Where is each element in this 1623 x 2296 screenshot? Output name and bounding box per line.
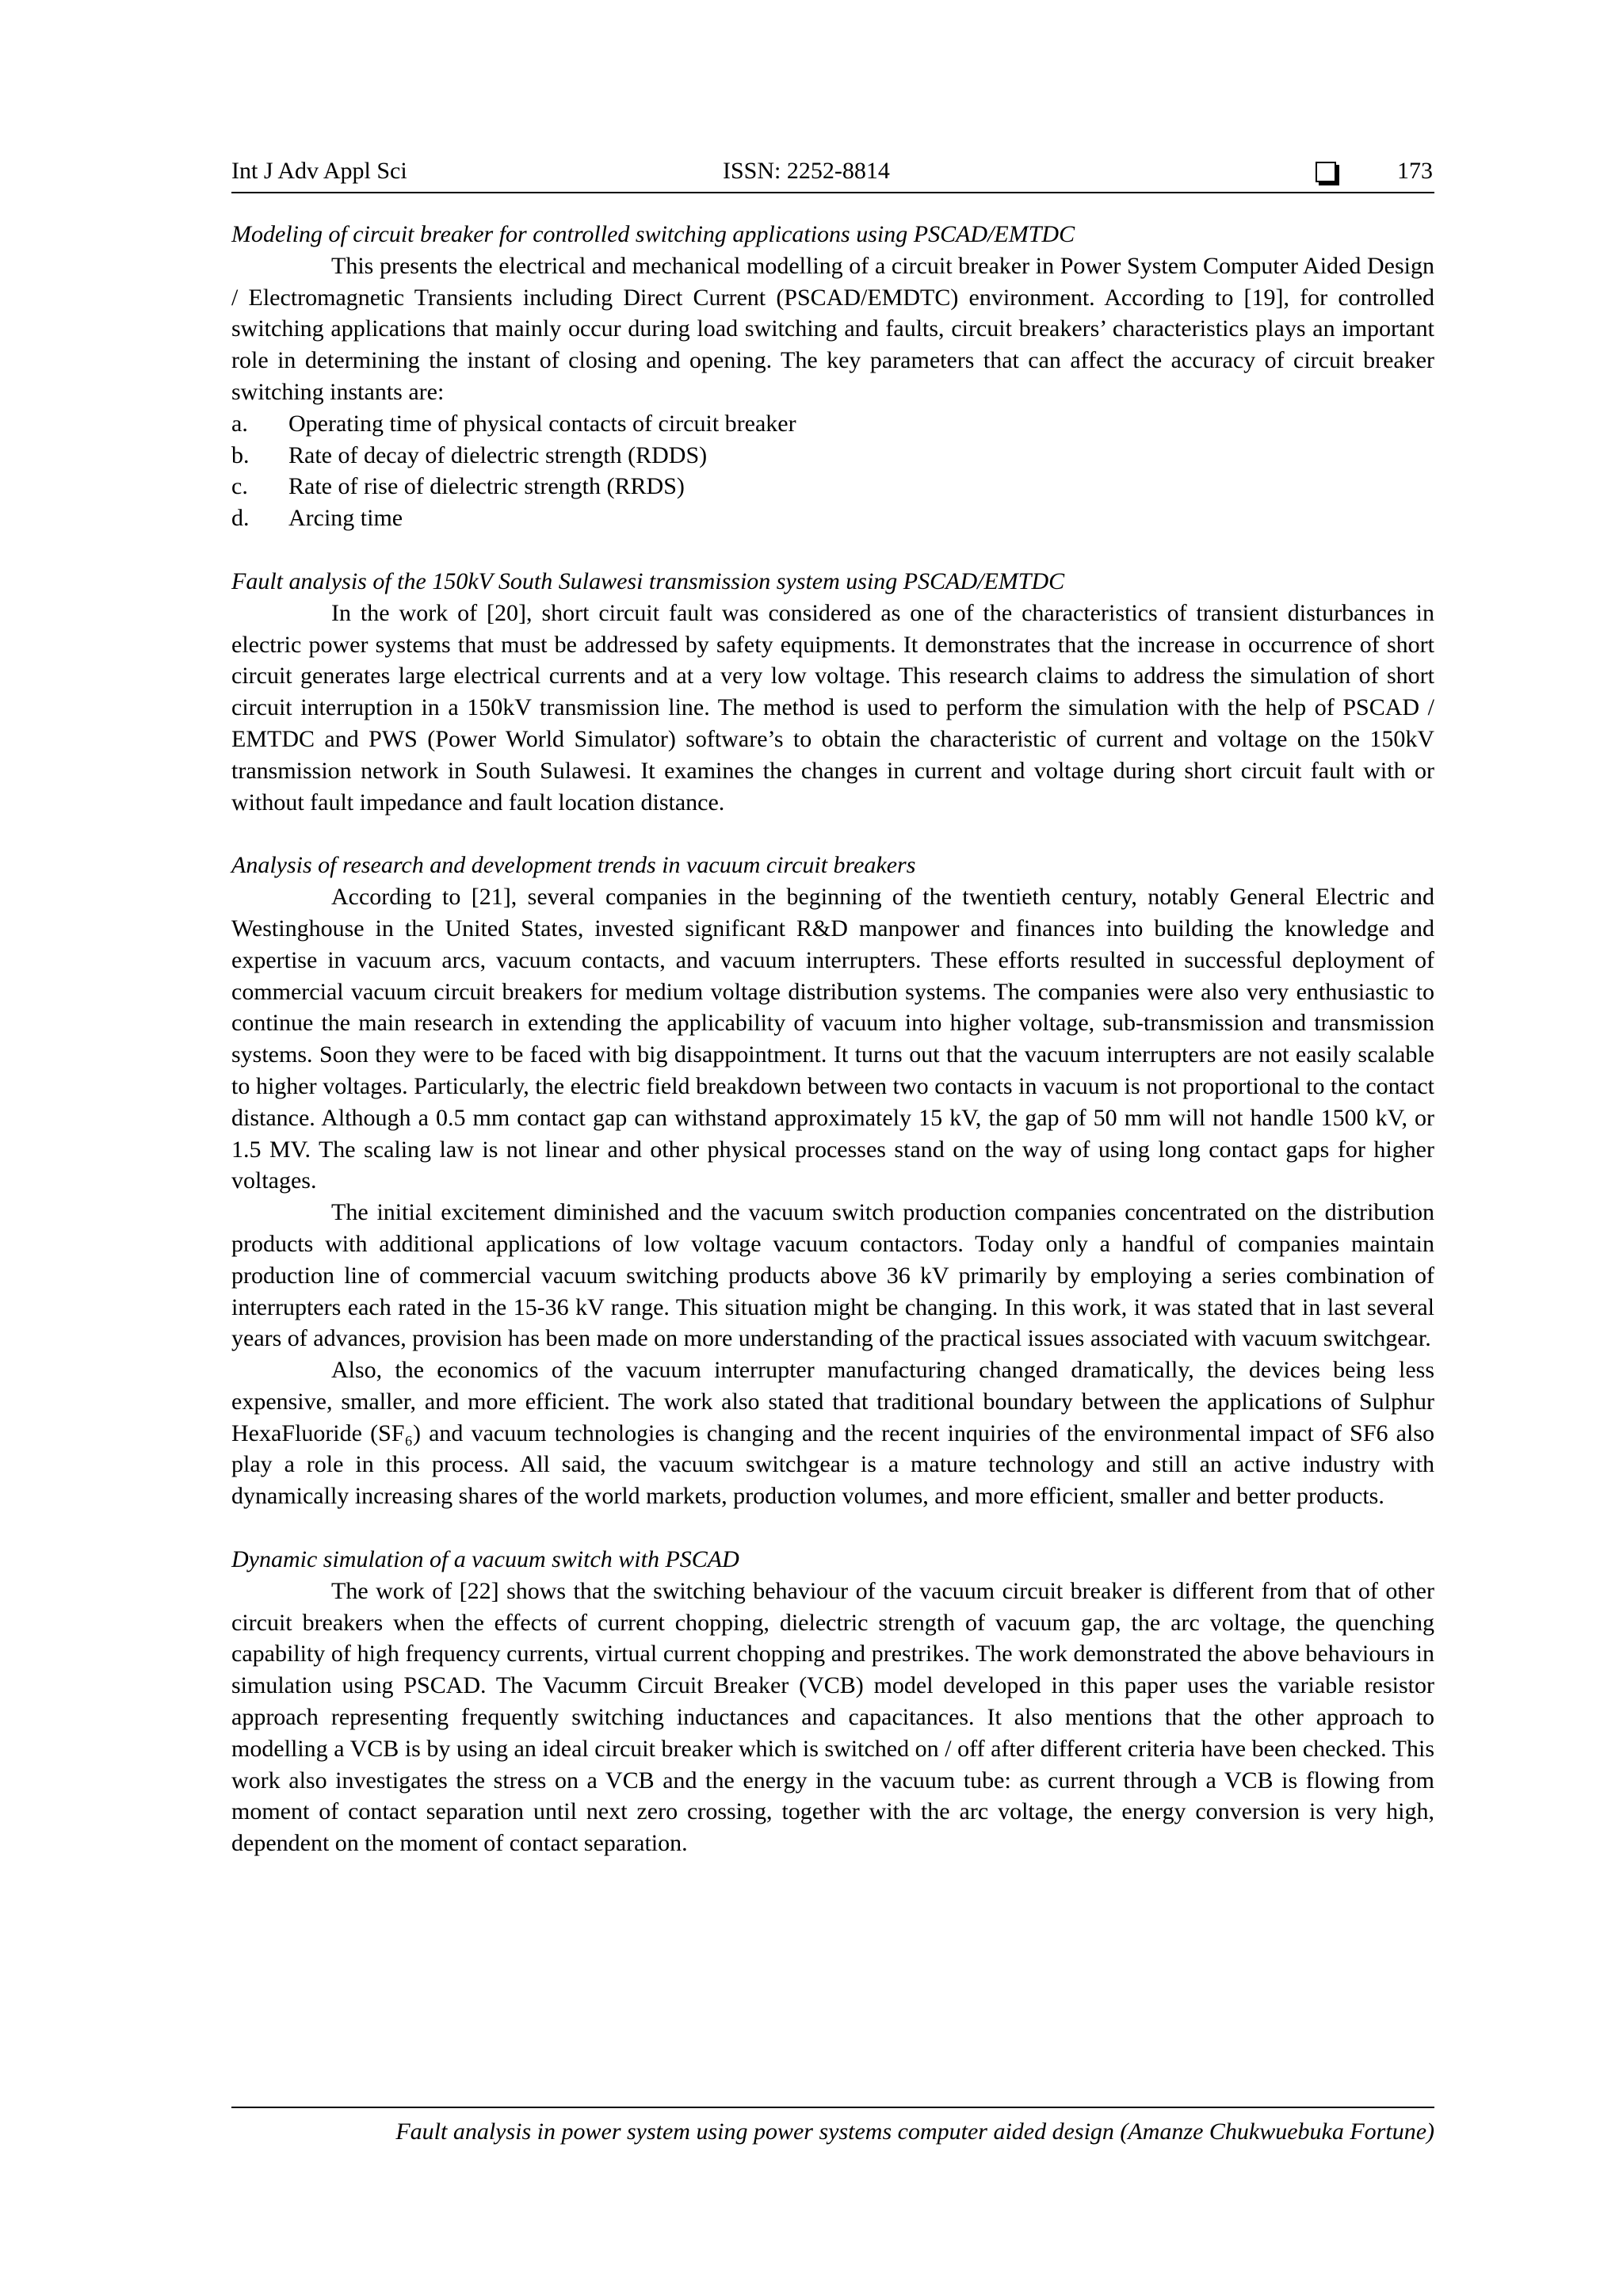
list-item bbox=[231, 408, 1434, 440]
list-item bbox=[231, 502, 1434, 534]
page-footer bbox=[231, 2107, 1434, 2148]
section-heading: Dynamic simulation of a vacuum switch with PSCAD bbox=[231, 1546, 739, 1573]
paragraph: In the work of [20], short circuit fault was considered as one of the characteristics of transient disturbances in electric power systems that must be addressed by safety equipments. It demonstrates that the increase in occurrence of short circuit generates large electrical currents and at a very low voltage. This research claims to address the simulation of short circuit interruption in a 150kV transmission line. The method is used to perform the simulation with the help of PSCAD / EMTDC and PWS (Power World Simulator) software’s to obtain the characteristic of current and voltage on the 150kV transmission network in South Sulawesi. It examines the changes in current and voltage during short circuit fault with or without fault impedance and fault location distance. bbox=[231, 599, 1434, 816]
page-header bbox=[231, 155, 1434, 193]
body-text bbox=[231, 219, 1434, 1859]
section-heading: Fault analysis of the 150kV South Sulawesi transmission system using PSCAD/EMTDC bbox=[231, 567, 1065, 594]
list-item-text: Rate of decay of dielectric strength (RDDS) bbox=[288, 441, 708, 468]
list-marker: b. bbox=[231, 441, 250, 468]
page-number: 173 bbox=[1397, 158, 1433, 184]
list-item-text: Rate of rise of dielectric strength (RRDS) bbox=[288, 473, 685, 500]
paragraph: The work of [22] shows that the switching behaviour of the vacuum circuit breaker is different from that of other circuit breakers when the effects of current chopping, dielectric strength of vacuum gap, the arc voltage, the quenching capability of high frequency currents, virtual current chopping and prestrikes. The work demonstrated the above behaviours in simulation using PSCAD. The Vacumm Circuit Breaker (VCB) model developed in this paper uses the variable resistor approach representing frequently switching inductances and capacitances. It also mentions that the other approach to modelling a VCB is by using an ideal circuit breaker which is switched on / off after different criteria have been checked. This work also investigates the stress on a VCB and the energy in the vacuum tube: as current through a VCB is flowing from moment of contact separation until next zero crossing, together with the arc voltage, the energy conversion is very high, dependent on the moment of contact separation. bbox=[231, 1577, 1434, 1857]
list-item bbox=[231, 471, 1434, 502]
section-heading: Analysis of research and development trends in vacuum circuit breakers bbox=[231, 852, 916, 879]
running-title: Fault analysis in power system using power systems computer aided design (Amanze Chukwuebuka Fortune) bbox=[395, 2118, 1434, 2145]
parameter-list bbox=[231, 408, 1434, 534]
list-item-text: Arcing time bbox=[288, 505, 403, 532]
paragraph: The initial excitement diminished and the vacuum switch production companies concentrated on the distribution products with additional applications of low voltage vacuum contactors. Today only a handful of companies maintain production line of commercial vacuum switching products above 36 kV primarily by employing a series combination of interrupters each rated in the 15-36 kV range. This situation might be changing. In this work, it was stated that in last several years of advances, provision has been made on more understanding of the practical issues associated with vacuum switchgear. bbox=[231, 1199, 1434, 1352]
journal-name: Int J Adv Appl Sci bbox=[231, 158, 407, 184]
list-marker: c. bbox=[231, 473, 248, 500]
list-item bbox=[231, 440, 1434, 472]
square-bullet-icon bbox=[1316, 162, 1336, 182]
page bbox=[231, 155, 1434, 1859]
issn: ISSN: 2252-8814 bbox=[723, 158, 890, 184]
paragraph: According to [21], several companies in the beginning of the twentieth century, notably General Electric and Westinghouse in the United States, invested significant R&D manpower and finances into building the knowledge and expertise in vacuum arcs, vacuum contacts, and vacuum interrupters. These efforts resulted in successful deployment of commercial vacuum circuit breakers for medium voltage distribution systems. The companies were also very enthusiastic to continue the main research in extending the applicability of vacuum into higher voltage, sub-transmission and transmission systems. Soon they were to be faced with big disappointment. It turns out that the vacuum interrupters are not easily scalable to higher voltages. Particularly, the electric field breakdown between two contacts in vacuum is not proportional to the contact distance. Although a 0.5 mm contact gap can withstand approximately 15 kV, the gap of 50 mm will not handle 1500 kV, or 1.5 MV. The scaling law is not linear and other physical processes stand on the way of using long contact gaps for higher voltages. bbox=[231, 884, 1434, 1194]
paragraph: This presents the electrical and mechanical modelling of a circuit breaker in Power System Computer Aided Design / Electromagnetic Transients including Direct Current (PSCAD/EMDTC) environment. According to [19], for controlled switching applications that mainly occur during load switching and faults, circuit breakers’ characteristics plays an important role in determining the instant of closing and opening. The key parameters that can affect the accuracy of circuit breaker switching instants are: bbox=[231, 252, 1434, 405]
paragraph: Also, the economics of the vacuum interrupter manufacturing changed dramatically, the devices being less expensive, smaller, and more efficient. The work also stated that traditional boundary between the applications of Sulphur HexaFluoride (SF₆) and vacuum technologies is changing and the recent inquiries of the environmental impact of SF6 also play a role in this process. All said, the vacuum switchgear is a mature technology and still an active industry with dynamically increasing shares of the world markets, production volumes, and more efficient, smaller and better products. bbox=[231, 1357, 1434, 1510]
list-marker: a. bbox=[231, 410, 248, 437]
section-heading: Modeling of circuit breaker for controlled switching applications using PSCAD/EMTDC bbox=[231, 221, 1075, 247]
list-item-text: Operating time of physical contacts of circuit breaker bbox=[288, 410, 796, 437]
list-marker: d. bbox=[231, 505, 250, 532]
